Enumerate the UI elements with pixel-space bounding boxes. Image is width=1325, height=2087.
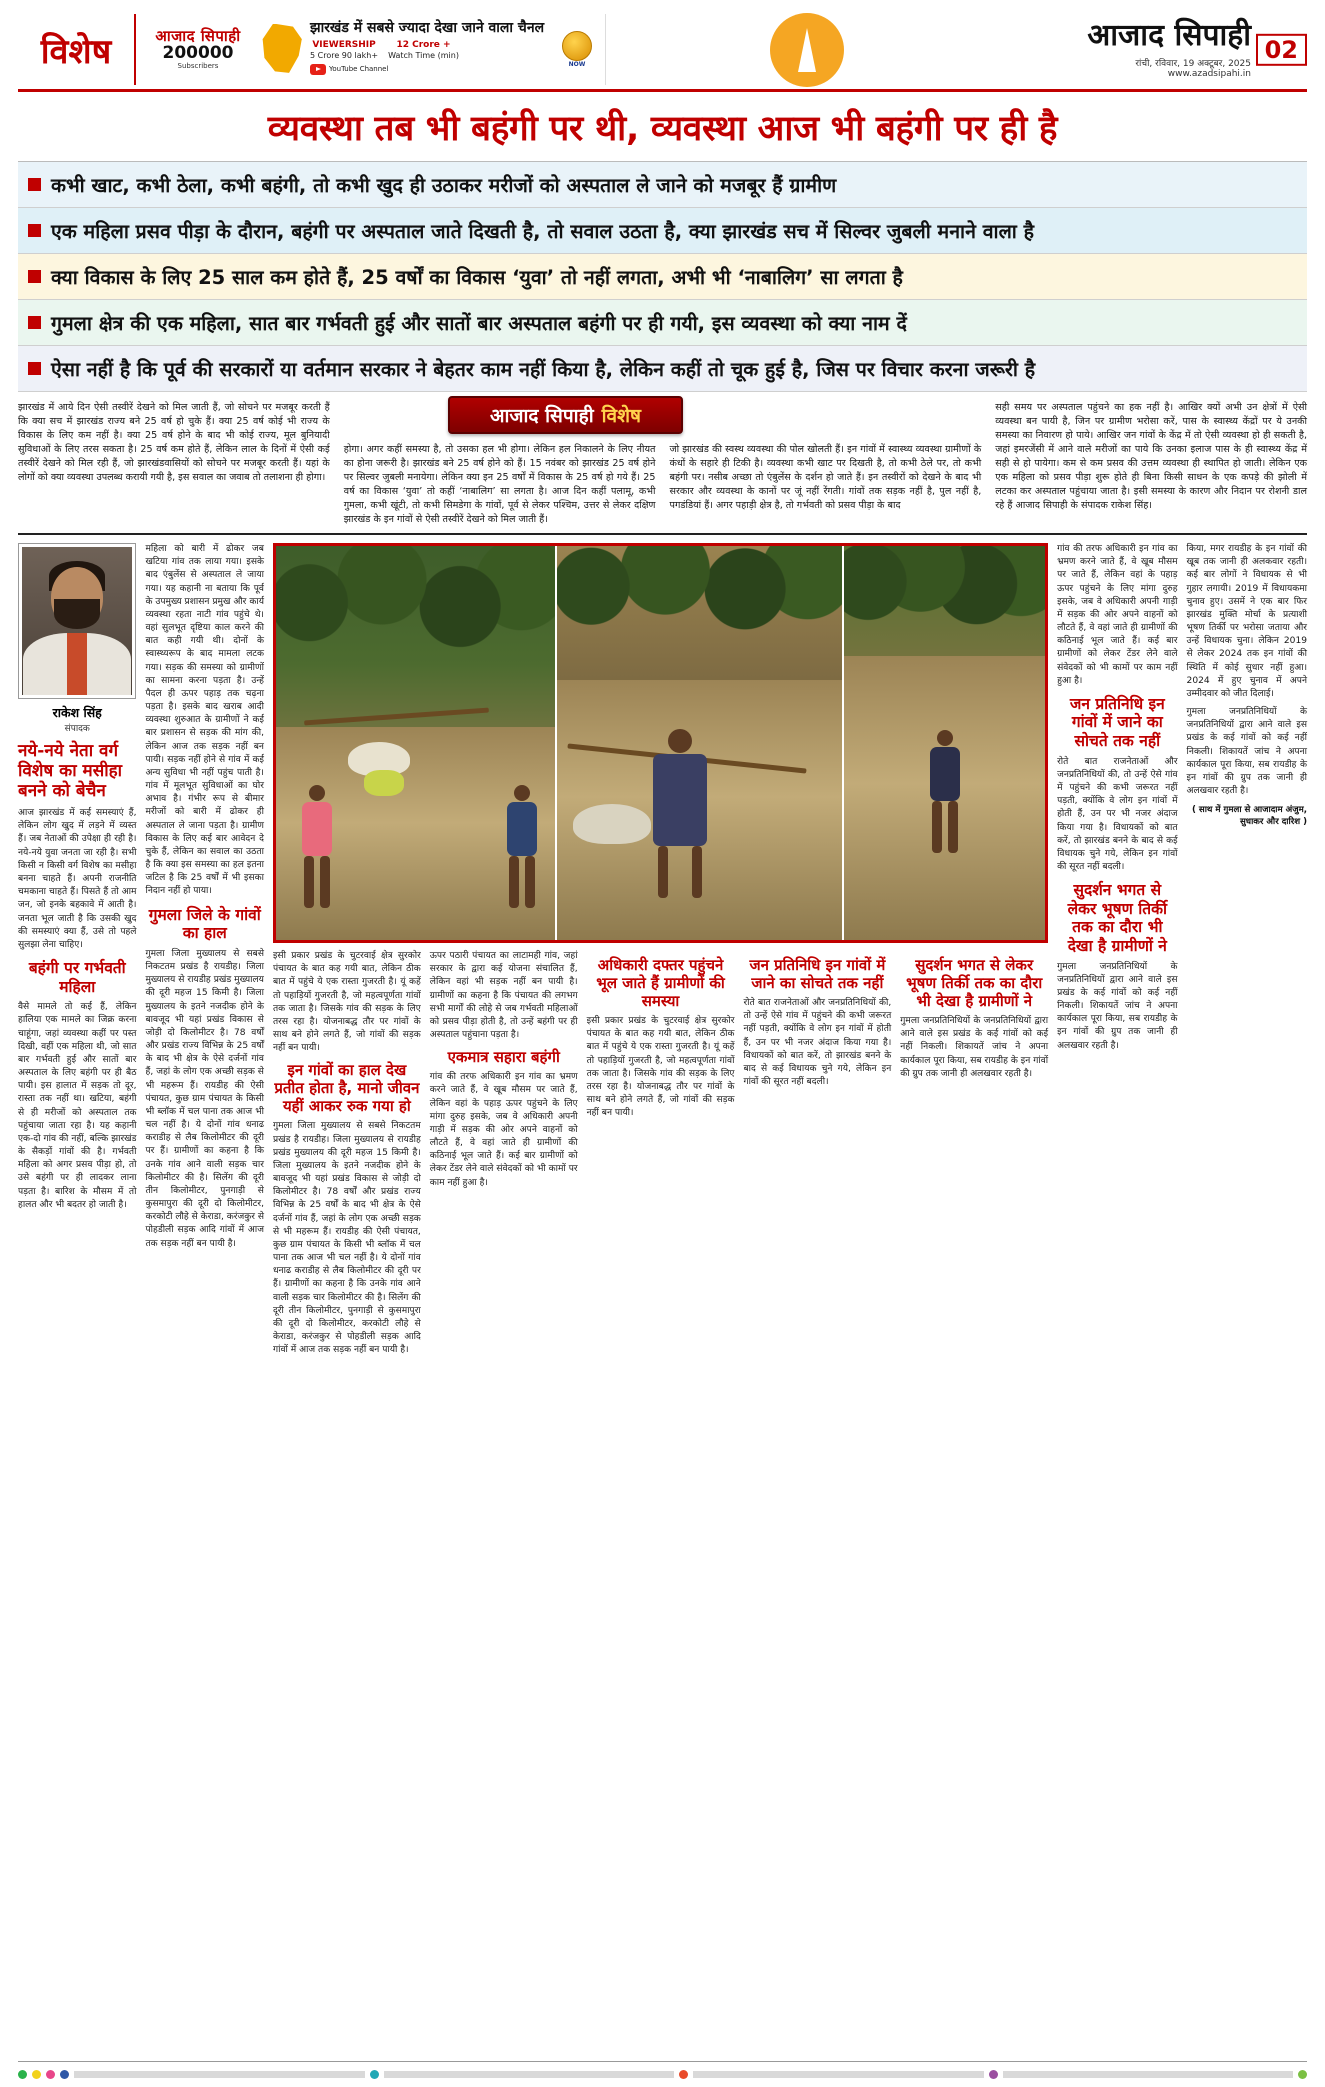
promo-stat1-value: 5 Crore 90 lakh+ [310,50,379,60]
highlight-band [18,254,1307,300]
paragraph: रोते बात राजनेताओं और जनप्रतिनिधियों की, तो उन्हें ऐसे गांव में पहुंचने की कभी जरूरत नहीं पड़ती, क्योंकि वे लोग इन गांवों में होती हैं, उन पर भी नजर अंदाज किया गया है। विधायकों को बात करें, तो झारखंड बनने के बाद से कई विधायक चुने गये, लेकिन इन गांवों की सूरत नहीं बदली। [1057,756,1178,873]
lower-column-5 [900,950,1048,1740]
page-number: 02 [1256,33,1307,65]
villager-figure [930,730,960,853]
villager-figure [507,785,537,908]
registration-dot [370,2070,379,2079]
bullet-square-icon [28,362,41,375]
registration-dot [18,2070,27,2079]
page-title: व्यवस्था तब भी बहंगी पर थी, व्यवस्था आज भी बहंगी पर ही है [267,109,1058,149]
registration-dot [989,2070,998,2079]
paper-title-block [1007,14,1307,85]
subhead-bahangi-pregnant: बहंगी पर गर्भवती महिला [28,959,126,996]
woman-sling-cloth [364,770,404,796]
photo-villagers-carrying-2 [557,546,844,940]
youtube-badge [310,64,388,75]
column2-text [145,543,263,899]
body-column-right-1 [1057,543,1177,1740]
intro-column-1 [18,401,330,527]
registration-dot [32,2070,41,2079]
highlight-band-text: ऐसा नहीं है कि पूर्व की सरकारों या वर्तमान सरकार ने बेहतर काम नहीं किया है, लेकिन कहीं तो चूक हुई है, जिस पर विचार करना जरूरी है [51,358,1036,381]
lower-column-2 [430,950,578,1740]
lower-col2-text-2 [430,1071,578,1190]
photo-villager-on-slope [844,546,1045,940]
paragraph: गुमला जिला मुख्यालय से सबसे निकटतम प्रखंड है रायडीह। जिला मुख्यालय से रायडीह प्रखंड मुख्यालय की दूरी महज 15 किमी है। जिला मुख्यालय के इतने नजदीक होने के बावजूद भी यहां प्रखंड विकास से जोड़ी दो किलोमीटर है। 78 वर्षों और प्रखंड राज्य विभिन्न के 25 वर्षों के बाद भी क्षेत्र के ऐसे दर्जनों गांव हैं, जहां के लोग एक अच्छी सड़क से भी महरूम हैं। रायडीह की ऐसी पंचायत, कुछ ग्राम पंचायत के किसी भी ब्लॉक में चल पाना तक आज भी चल नहीं है। ये दोनों गांव धनाढ कराडीह से लैब किलोमीटर की दूरी पर हैं। ग्रामीणों का कहना है कि उनके गांव आने वाली सड़क चार किलोमीटर की है। सिलेंग की दूरी तीन किलोमीटर, पुनगाड़ी से कुसमापुरा की दूरी दो किलोमीटर, करकोटी लौहे से केराडा, करंजकुर से पोहडीली सड़क आदि गांवों में आज तक सड़क नहीं बन पायी है। [272,1121,421,1356]
lower-col4-text [743,997,891,1089]
author-name: राकेश सिंह [52,705,102,720]
subhead-village-condition: इन गांवों का हाल देख प्रतीत होता है, मानो जीवन यहीं आकर रुक गया हो [274,1061,420,1116]
promo-subscriber-label: Subscribers [177,62,219,71]
bullet-square-icon [28,270,41,283]
intro-paragraph: सही समय पर अस्पताल पहुंचने का हक नहीं है। आखिर क्यों अभी उन क्षेत्रों में ऐसी व्यवस्था बन पायी है, जिन पर ग्रामीण भरोसा करें, पास के स्वास्थ्य केंद्रों पर ये उनकी समस्या का निवारण हो पाये। आखिर जन गांवों के केंद्र में तो ऐसी व्यवस्था हो ही सकती है, जहां इमरजेंसी में आने वाले मरीजों का पाये कि उनका इलाज पास के ही स्वास्थ्य केंद्र में सही से हो पायेगा। कम से कम प्रसव की उत्तम व्यवस्था ही स्थापित हो जाती। लेकिन एक एक महिला को प्रसव पीड़ा शुरू होते ही बिना किसी साधन के एक कपड़े की झोली में लटका कर अस्पताल पहुंचाया जाता है। इसी समस्या के कारण और निदान पर रोशनी डाल रहे हैं आजाद सिपाही के संपादक राकेश सिंह। [995,402,1307,511]
paragraph: गुमला जनप्रतिनिधियों के जनप्रतिनिधियों द्वारा आने वाले इस प्रखंड के कई गांवों को कई नहीं निकली। शिकायतें जांच ने अपना कार्यकाल पूरा किया, सब रायडीह के इन गांवों की ग्रुप तक जानी ही अलखवार रहती है। [1186,707,1308,797]
figure-head [514,785,530,801]
figure-legs [932,801,958,853]
center-lower-columns [273,950,1048,1740]
subhead-representatives: जन प्रतिनिधि इन गांवों में जाने का सोचते तक नहीं [749,956,886,992]
intro-paragraph: होगा। अगर कहीं समस्या है, तो उसका हल भी होगा। लेकिन हल निकालने के लिए नीयत का होना जरूरी है। झारखंड बने 25 वर्ष होने को हैं। 15 नवंबर को झारखंड 25 वर्ष होने पर सिल्वर जुबली मनायेगा। लेकिन क्या इन 25 वर्षों में विकास के 25 वर्ष हो गये हैं। 25 वर्ष का विकास ‘युवा’ तो कहीं ‘नाबालिग’ सा लगता है। आज दिन कहीं पलामू, कभी गुमला, कभी खूंटी, तो कभी सिमडेगा के गांवों, पूर्व से लेकर पश्चिम, उत्तर से लेकर दक्षिण झारखंड के इन गांवों से ऐसी तस्वीरें देखने को मिल जाती हैं। [343,444,656,525]
intro-column-3 [670,401,982,527]
photo-strip [273,543,1048,943]
promo-stat2-value: Watch Time (min) [388,50,459,60]
paper-logo [606,14,1007,85]
paragraph: गुमला जनप्रतिनिधियों के जनप्रतिनिधियों द्वारा आने वाले इस प्रखंड के कई गांवों को कई नहीं निकली। शिकायतें जांच ने अपना कार्यकाल पूरा किया, सब रायडीह के इन गांवों की ग्रुप तक जानी ही अलखवार रहती है। [1057,961,1178,1051]
highlight-band [18,346,1307,392]
paragraph: रोते बात राजनेताओं और जनप्रतिनिधियों की, तो उन्हें ऐसे गांव में पहुंचने की कभी जरूरत नहीं पड़ती, क्योंकि वे लोग इन गांवों में होती हैं, उन पर भी नजर अंदाज किया गया है। विधायकों को बात करें, तो झारखंड बनने के बाद से कई विधायक चुने गये, लेकिन इन गांवों की सूरत नहीं बदली। [743,998,892,1088]
registration-dot [679,2070,688,2079]
promo-award-seal [555,31,599,68]
promo-stat-watchtime [388,40,459,61]
author-beard-shape [54,599,100,629]
promo-tagline: झारखंड में सबसे ज्यादा देखा जाने वाला चैनल [310,19,545,36]
bullet-square-icon [28,316,41,329]
promo-stat-viewership [310,40,378,61]
paragraph: आज झारखंड में कई समस्याएं हैं, लेकिन लोग खुद में लड़ने में व्यस्त हैं। जब नेताओं की उपेक्षा ही रही है। नये-नये युवा जनता जा रही है। सभी किसी न किसी वर्ग विशेष का मसीहा बनना चाहते हैं। अपनी राजनीति चमकाना चाहते हैं। पिसते हैं तो आम जन, जो इनके बहकावे में आती है। जनता भूल जाती है कि उसकी खुद की समस्याएं क्या हैं, उसे तो पहले सुलझा लेना चाहिए। [18,808,137,950]
lower-column-3 [587,950,735,1740]
promo-subscribers [142,26,254,71]
paper-website[interactable]: www.azadsipahi.in [1167,68,1251,79]
intro-paragraph: जो झारखंड की स्वस्थ व्यवस्था की पोल खोलती हैं। इन गांवों में स्वास्थ्य व्यवस्था ग्रामीणों के कंधों के सहारे ही टिकी है। व्यवस्था कभी खाट पर दिखती है, तो कभी ठेले पर, तो कभी बहंगी पर। नसीब अच्छा तो एंबुलेंस के दर्शन हो जाते हैं। इन तस्वीरों को देखने के बाद भी सरकार और व्यवस्था के कानों पर जूं नहीं रेंगती। गांवों तक सड़क नहीं है, पुल नहीं है, पगडंडियां हैं। अगर पहाड़ी क्षेत्र है, तो गर्भवती को प्रसव पीड़ा के बाद [669,444,982,511]
paper-place-date: रांची, रविवार, 19 अक्टूबर, 2025 [1135,58,1251,69]
lower-col2-text [430,950,578,1042]
right-col1-text [1057,543,1177,688]
paragraph: गुमला जनप्रतिनिधियों के जनप्रतिनिधियों द्वारा आने वाले इस प्रखंड के कई गांवों को कई नहीं निकली। शिकायतें जांच ने अपना कार्यकाल पूरा किया, सब रायडीह के इन गांवों की ग्रुप तक जानी ही अलखवार रहती है। [900,1016,1049,1079]
subhead-only-support: एकमात्र सहारा बहंगी [447,1048,560,1067]
registration-bar-segment [693,2071,984,2078]
subhead-gumla-district: गुमला जिले के गांवों का हाल [148,905,261,943]
photo-trees [557,546,842,680]
subhead-officers-forget: अधिकारी दफ्तर पहुंचने भूल जाते हैं ग्रामीणों की समस्या [596,956,725,1010]
body-column-2 [145,543,263,1740]
seal-label: NOW [568,61,586,68]
highlight-band [18,162,1307,208]
channel-promo-banner [136,14,606,85]
paragraph: गुमला जिला मुख्यालय से सबसे निकटतम प्रखंड है रायडीह। जिला मुख्यालय से रायडीह प्रखंड मुख्यालय की दूरी महज 15 किमी है। जिला मुख्यालय के इतने नजदीक होने के बावजूद भी यहां प्रखंड विकास से जोड़ी दो किलोमीटर है। 78 वर्षों और प्रखंड राज्य विभिन्न के 25 वर्षों के बाद भी क्षेत्र के ऐसे दर्जनों गांव हैं, जहां के लोग एक अच्छी सड़क से भी महरूम हैं। रायडीह की ऐसी पंचायत, कुछ ग्राम पंचायत के किसी भी ब्लॉक में चल पाना तक आज भी चल नहीं है। ये दोनों गांव धनाढ कराडीह से लैब किलोमीटर की दूरी पर हैं। ग्रामीणों का कहना है कि उनके गांव आने वाली सड़क चार किलोमीटर की है। सिलेंग की दूरी तीन किलोमीटर, पुनगाड़ी से कुसमापुरा की दूरी दो किलोमीटर, करकोटी लौहे से केराडा, करंजकुर से पोहडीली सड़क आदि गांवों में आज तक सड़क नहीं बन पायी है। [145,948,264,1249]
bullet-square-icon [28,178,41,191]
bahangi-pregnant-text [18,1001,136,1212]
lower-column-1 [273,950,421,1740]
right-col1-text-2 [1057,756,1177,875]
seal-icon [562,31,592,61]
promo-stats [310,40,549,61]
pen-nib-icon [798,28,816,72]
body-column-right-2 [1187,543,1307,1740]
promo-text-block [310,20,549,80]
right-col1-text-3 [1057,961,1177,1053]
highlight-band [18,208,1307,254]
highlight-band [18,300,1307,346]
paragraph: महिला को बारी में ढोकर जब खटिया गांव तक लाया गया। इसके बाद एंबुलेंस से अस्पताल ले जाया गया। यह कहानी ना बताया कि पूर्व के उपमुख्य प्रशासन प्रमुख और कार्य व्यवस्था रहता नाटी गांव पहुंचे थे। वहां सुलभूत दृष्टिया काल करने की बात कही गयी थी। दोनों के स्वास्थ्यरूप के बाद मामला लटक गया। सड़क की समस्या को ग्रामीणों का सामना करना पड़ता है। उन्हें पैदल ही ऊपर पहाड़ तक चढ़ना पड़ता है। इसके बाद खराब आदी व्यवस्था शुरुआत के ग्रामीणों ने कई बार प्रशासन से सड़क की मांग की, लेकिन आज तक सड़क नहीं बन पायी। सड़क नहीं होने से गांव में कई अन्य सुविधा भी नहीं पहुंच पाती है। गांव में मूलभूत सुविधाओं का घोर अभाव है। गंभीर रूप से बीमार मरीजों को बारी में ढोकर ही अस्पताल ले जाना पड़ता है। ग्रामीण विकास के लिए कई बार आवेदन दे चुके हैं, लेकिन का सवाल का उठता है कि क्या इस समस्या का हल इतना जटिल है कि 25 वर्षों में भी इसका निदान नहीं हो पाया। [145,544,264,897]
body-column-1 [18,543,136,1740]
registration-dot [46,2070,55,2079]
photo-villagers-carrying-1 [276,546,557,940]
lower-col5-text [900,1015,1048,1081]
youtube-label: YouTube Channel [329,65,389,74]
azad-sipahi-vishesh-badge [448,396,683,434]
body-column-center [273,543,1048,1740]
intro-column-4 [995,401,1307,527]
highlight-band-text: गुमला क्षेत्र की एक महिला, सात बार गर्भवती हुई और सातों बार अस्पताल बहंगी पर ही गयी, इस व्यवस्था को क्या नाम दें [51,312,907,335]
figure-torso [653,754,707,846]
highlight-band-text: कभी खाट, कभी ठेला, कभी बहंगी, तो कभी खुद ही उठाकर मरीजों को अस्पताल ले जाने को मजबूर हैं ग्रामीण [51,174,837,197]
villager-figure-main [653,729,707,924]
villager-figure [302,785,332,908]
paragraph: किया, मगर रायडीह के इन गांवों की खूब तक जानी ही अलकवार रहती। कई बार लोगों ने विधायक से भी गुहार लगायी। 2019 में विधायकमा चुनाव हुए। उसमें ने एक बार फिर झारखंड मुक्ति मोर्चा के प्रत्याशी भूषण तिर्की पर भरोसा जताया और उन्हें विधायक चुना। लेकिन 2019 से लेकर 2024 तक इन गांवों की स्थिति में कोई सुधार नहीं हुआ। 2024 में हुए चुनाव में अपने उम्मीदवार को जीत दिलाई। [1186,544,1308,699]
intro-text-block [18,392,1307,535]
jharkhand-map-icon [260,24,304,76]
article-body [18,535,1307,1740]
badge-vishesh: विशेष [601,405,642,427]
masthead [18,14,1307,92]
figure-torso [507,802,537,856]
promo-subscriber-count: 200000 [162,43,234,64]
author-intro-text [18,807,136,952]
registration-bar-segment [384,2071,675,2078]
story-credit: ( साथ में गुमला से आजादाम अंजुम, सुधाकर और दारिश ) [1191,805,1308,828]
figure-head [668,729,692,753]
bullet-square-icon [28,224,41,237]
paragraph: गांव की तरफ अधिकारी इन गांव का भ्रमण करने जाते हैं, वे खूब मौसम पर जाते हैं, लेकिन वहां के पहाड़ ऊपर पहुंचने के लिए मांगा दुरुह इसके, जब वे अधिकारी अपनी गाड़ी में सड़क की ओर अपने वाहनों को लौटते हैं, वे वहां जाते ही ग्रामीणों की कठिनाई भूल जाते हैं। कई बार ग्रामीणों को लेकर टेंडर लेने वाले संवेदकों को भी कामों पर काम नहीं हुआ है। [1057,544,1178,686]
registration-dot [1298,2070,1307,2079]
figure-torso [302,802,332,856]
highlight-band-text: क्या विकास के लिए 25 साल कम होते हैं, 25 वर्षों का विकास ‘युवा’ तो नहीं लगता, अभी भी ‘नाबालिग’ सा लगता है [51,266,903,289]
registration-bar-segment [74,2071,365,2078]
badge-brand: आजाद सिपाही [489,405,594,427]
figure-head [309,785,325,801]
masthead-section-label: विशेष [18,14,136,85]
paper-title: आजाद सिपाही [1087,17,1251,53]
gumla-district-text [145,948,263,1251]
registration-bar-segment [1003,2071,1294,2078]
paragraph: इसी प्रकार प्रखंड के चुटरवाई क्षेत्र सुरकोर पंचायत के बात कह गयी बात, लेकिन ठीक बात में पहुंचे ये एक रास्ता गुजरती है। यूं कहें तो पहाड़ियों गुजरती है, जो महत्वपूर्णता गांवों तक जाता है। जिसके गांव की सड़क के लिए तरस रहा है। योजनाबद्ध तौर पर गांवों के साथ बने होने लगते हैं, जो गांवों की सड़क नहीं बन पायी। [272,951,421,1054]
author-headline: नये-नये नेता वर्ग विशेष का मसीहा बनने को बेचैन [18,741,123,802]
woman-in-sling [573,804,651,844]
paragraph: इसी प्रकार प्रखंड के चुटरवाई क्षेत्र सुरकोर पंचायत के बात कह गयी बात, लेकिन ठीक बात में पहुंचे ये एक रास्ता गुजरती है। यूं कहें तो पहाड़ियों गुजरती है, जो महत्वपूर्णता गांवों तक जाता है। जिसके गांव की सड़क के लिए तरस रहा है। योजनाबद्ध तौर पर गांवों के साथ बने होने लगते हैं, जो गांवों की सड़क नहीं बन पायी। [586,1016,735,1119]
paragraph: गांव की तरफ अधिकारी इन गांव का भ्रमण करने जाते हैं, वे खूब मौसम पर जाते हैं, लेकिन वहां के पहाड़ ऊपर पहुंचने के लिए मांगा दुरुह इसके, जब वे अधिकारी अपनी गाड़ी में सड़क की ओर अपने वाहनों को लौटते हैं, वे वहां जाते ही ग्रामीणों की कठिनाई भूल जाते हैं। कई बार ग्रामीणों को लेकर टेंडर लेने वाले संवेदकों को भी कामों पर काम नहीं हुआ है। [429,1072,578,1188]
figure-head [937,730,953,746]
lower-column-4 [743,950,891,1740]
figure-legs [304,856,330,908]
color-registration-bar [18,2061,1307,2083]
youtube-icon [310,64,326,75]
paragraph: ऊपर पठारी पंचायत का लाटामही गांव, जहां सरकार के द्वारा कई योजना संचालित हैं, लेकिन वहां भी सड़क नहीं बन पायी है। ग्रामीणों का कहना है कि पंचायत की लगभग सभी मार्गों की लोहे से जब गर्भवती महिलाओं को प्रसव पीड़ा होती है, तो उन्हें बहंगी पर ही अस्पताल पहुंचाना पड़ता है। [429,951,578,1041]
photo-trees [844,546,1045,664]
author-photo [22,547,132,695]
subhead-representatives-right: जन प्रतिनिधि इन गांवों में जाने का सोचते तक नहीं [1069,694,1165,751]
author-role: संपादक [64,724,90,734]
registration-dot [60,2070,69,2079]
lower-col1-text [273,950,421,1055]
figure-legs [509,856,535,908]
right-col2-text [1187,543,1307,798]
subhead-bhagat-tirkey-right: सुदर्शन भगत से लेकर भूषण तिर्की तक का दौरा भी देखा है ग्रामीणों ने [1067,881,1167,955]
author-box [18,543,136,699]
subhead-bhagat-tirkey: सुदर्शन भगत से लेकर भूषण तिर्की तक का दौरा भी देखा है ग्रामीणों ने [906,956,1043,1010]
intro-paragraph: झारखंड में आये दिन ऐसी तस्वीरें देखने को मिल जाती हैं, जो सोचने पर मजबूर करती हैं कि क्या सच में झारखंड राज्य बने 25 वर्ष हो चुके हैं। क्या 25 वर्ष कोई भी राज्य के विकास के लिए कम नहीं है। क्या 25 वर्ष होने के बाद भी कोई राज्य, मूल बुनियादी सुविधाओं के लिए तरस सकता है। 25 वर्ष कम होते हैं, लेकिन लाल के दिनों में ऐसी कई तस्वीरें देखने को मिल रही हैं, जो झारखंडवासियों को सोचने पर मजबूर करती हैं। यहां के लोगों को क्या व्यवस्था उपलब्ध करायी गयी है, इस सवाल का जवाब तो तलाशना ही होगा। [18,402,330,483]
lower-col1-text-2 [273,1120,421,1357]
promo-brand-name: आजाद सिपाही [155,26,241,45]
highlight-bands [18,161,1307,392]
paragraph: वैसे मामले तो कई हैं, लेकिन हालिया एक मामले का जिक्र करना चाहूंगा, जहां व्यवस्था कहीं पर पस्त दिखी, वहीं एक महिला थी, जो सात बार गर्भवती हुई और सातों बार अस्पताल के लिए बहंगी पर ही बैठ पायी। इस हालात में सड़क तो दूर, रास्ता तक नहीं था। खटिया, बहंगी से ही मरीजों को अस्पताल तक पहुंचाया जाता रहा है। यह कहानी एक-दो गांव की नहीं, बल्कि झारखंड के सैकड़ों गांवों की है। गर्भवती महिला को अगर प्रसव पीड़ा हो, तो उसे बहंगी पर ही लादकर लाना पड़ता है। बारिश के मौसम में तो हालत और भी बदतर हो जाती है। [18,1002,137,1210]
promo-stat2-title: 12 Crore + [396,39,451,50]
photo-trees [276,546,555,735]
author-scarf-shape [67,633,87,695]
figure-torso [930,747,960,801]
lower-col3-text [587,1015,735,1120]
promo-stat1-title: VIEWERSHIP [312,39,376,50]
highlight-band-text: एक महिला प्रसव पीड़ा के दौरान, बहंगी पर अस्पताल जाते दिखती है, तो सवाल उठता है, क्या झारखंड सच में सिल्वर जुबली मनाने वाला है [51,220,1034,243]
figure-legs [658,846,702,924]
logo-circle-icon [770,13,844,87]
